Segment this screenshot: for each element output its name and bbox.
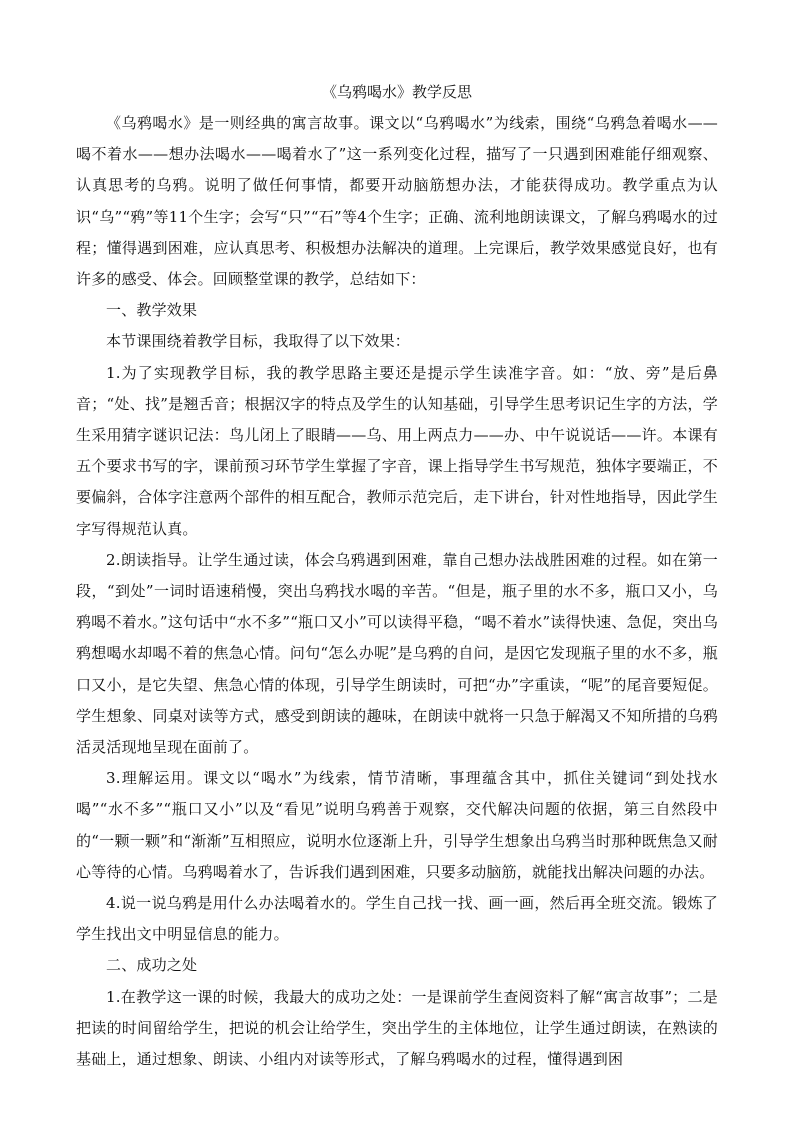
document-page <box>76 77 718 1075</box>
section-heading-teaching-effect: 一、教学效果 <box>106 301 198 320</box>
section-heading-success: 二、成功之处 <box>106 956 198 975</box>
point-4-paragraph: 4.说一说乌鸦是用什么办法喝着水的。学生自己找一找、画一画，然后再全班交流。锻炼了学生找出文中明显信息的能力。 <box>76 894 718 944</box>
success-point-1-paragraph: 1.在教学这一课的时候，我最大的成功之处：一是课前学生查阅资料了解“寓言故事”；二是把读的时间留给学生，把说的机会让给学生，突出学生的主体地位，让学生通过朗读，在熟读的基础上，通过想象、朗读、小组内对读等形式，了解乌鸦喝水的过程，懂得遇到困 <box>76 987 718 1069</box>
point-2-paragraph: 2.朗读指导。让学生通过读，体会乌鸦遇到困难，靠自己想办法战胜困难的过程。如在第一段，“到处”一词时语速稍慢，突出乌鸦找水喝的辛苦。“但是，瓶子里的水不多，瓶口又小，乌鸦喝不着水。”这句话中“水不多”“瓶口又小”可以读得平稳，“喝不着水”读得快速、急促，突出乌鸦想喝水却喝不着的焦急心情。问句“怎么办呢”是乌鸦的自问，是因它发现瓶子里的水不多，瓶口又小，是它失望、焦急心情的体现，引导学生朗读时，可把“办”字重读，“呢”的尾音要短促。学生想象、同桌对读等方式，感受到朗读的趣味，在朗读中就将一只急于解渴又不知所措的乌鸦活灵活现地呈现在面前了。 <box>76 550 718 757</box>
document-title: 《乌鸦喝水》教学反思 <box>321 83 472 101</box>
point-1-paragraph: 1.为了实现教学目标，我的教学思路主要还是提示学生读准字音。如：“放、旁”是后鼻音；“处、找”是翘舌音；根据汉字的特点及学生的认知基础，引导学生思考识记生字的方法，学生采用猜字谜识记法：鸟儿闭上了眼睛——乌、用上两点力——办、中午说说话——许。本课有五个要求书写的字，课前预习环节学生掌握了字音，课上指导学生书写规范，独体字要端正，不要偏斜，合体字注意两个部件的相互配合，教师示范完后，走下讲台，针对性地指导，因此学生字写得规范认真。 <box>76 363 718 538</box>
point-3-paragraph: 3.理解运用。课文以“喝水”为线索，情节清晰，事理蕴含其中，抓住关键词“到处找水喝”“水不多”“瓶口又小”以及“看见”说明乌鸦善于观察，交代解决问题的依据，第三自然段中的“一颗一颗”和“渐渐”互相照应，说明水位逐渐上升，引导学生想象出乌鸦当时那种既焦急又耐心等待的心情。乌鸦喝着水了，告诉我们遇到困难，只要多动脑筋，就能找出解决问题的办法。 <box>76 769 718 881</box>
section-intro-paragraph: 本节课围绕着教学目标，我取得了以下效果： <box>106 332 411 351</box>
intro-paragraph: 《乌鸦喝水》是一则经典的寓言故事。课文以“乌鸦喝水”为线索，围绕“乌鸦急着喝水——喝不着水——想办法喝水——喝着水了”这一系列变化过程，描写了一只遇到困难能仔细观察、认真思考的乌鸦。说明了做任何事情，都要开动脑筋想办法，才能获得成功。教学重点为认识“乌”“鸦”等11个生字；会写“只”“石”等4个生字；正确、流利地朗读课文，了解乌鸦喝水的过程；懂得遇到困难，应认真思考、积极想办法解决的道理。上完课后，教学效果感觉良好，也有许多的感受、体会。回顾整堂课的教学，总结如下： <box>76 114 718 289</box>
